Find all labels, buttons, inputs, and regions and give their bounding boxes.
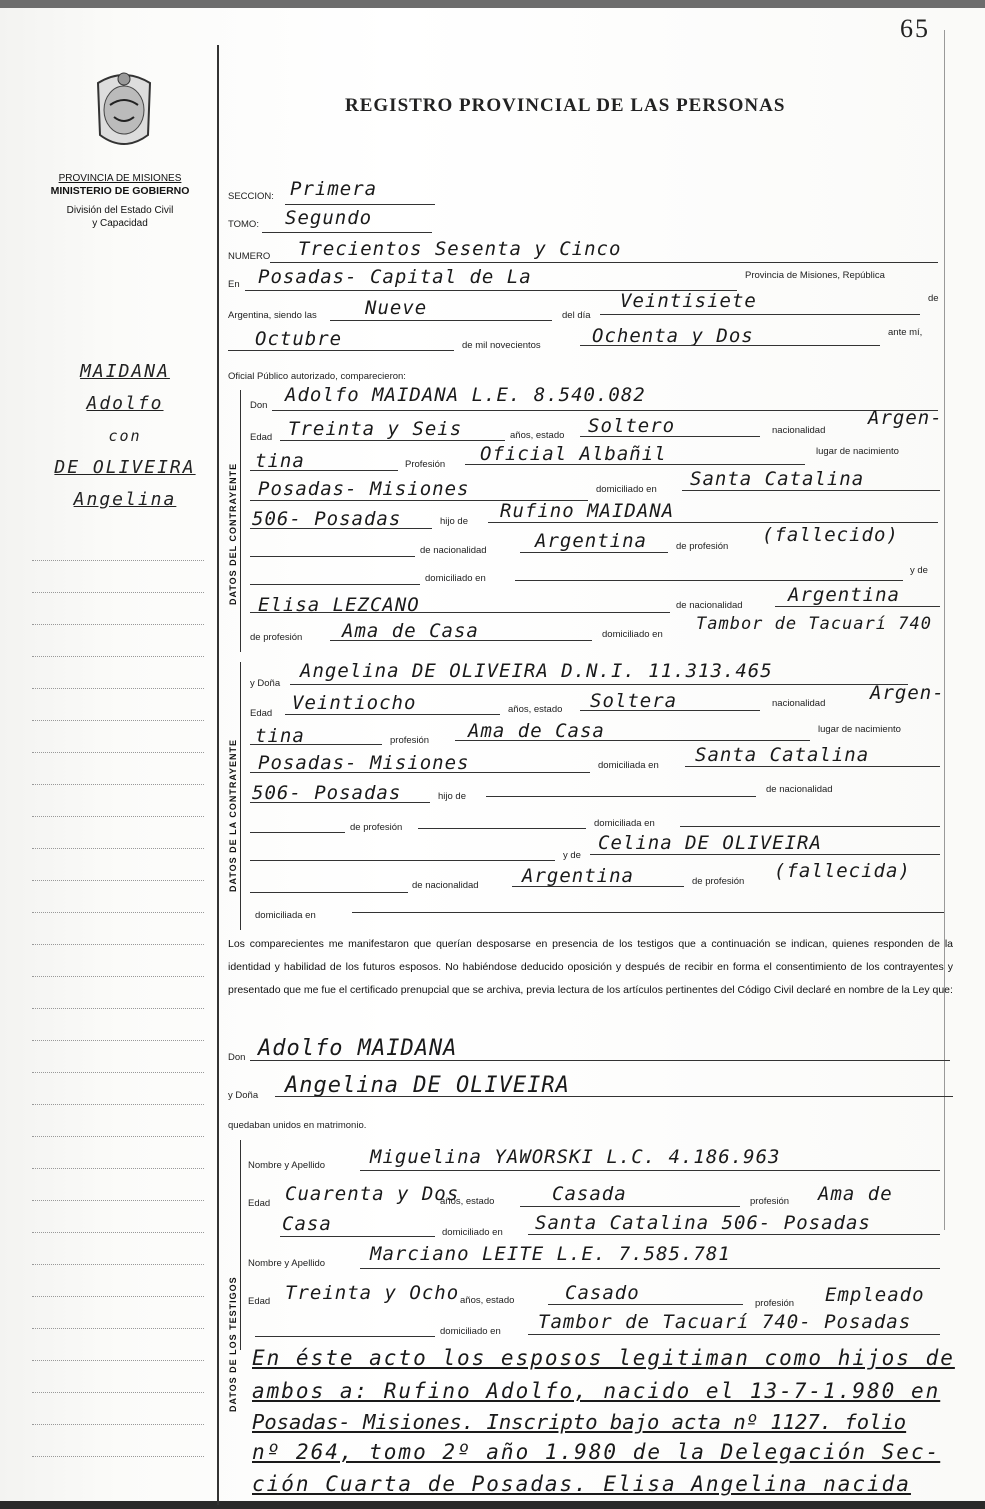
field-line [512,886,684,887]
field-line [275,1096,953,1097]
decl-groom: Adolfo MAIDANA [258,1036,458,1061]
field-line [250,470,398,471]
bride-address: Santa Catalina [695,744,870,766]
bride-name: Angelina DE OLIVEIRA D.N.I. 11.313.465 [300,660,773,682]
witness2-profession: Empleado [825,1284,925,1306]
right-rule [944,30,945,1230]
ministry-name: MINISTERIO DE GOBIERNO [50,185,190,197]
field-line [330,640,592,641]
bride-fprof-label: de profesión [350,822,403,833]
numero-value: Trecientos Sesenta y Cinco [298,238,622,260]
margin-dotted-line [32,1232,204,1233]
hora-value: Nueve [365,297,428,319]
margin-dotted-line [32,1296,204,1297]
dia-value: Veintisiete [620,290,757,312]
margin-firstname-bride: Angelina [73,489,177,510]
quedaban-label: quedaban unidos en matrimonio. [228,1120,367,1131]
estado-label: años, estado [510,430,565,441]
mother-prof-label: de profesión [250,632,303,643]
field-line [580,710,760,711]
margin-dotted-line [32,1040,204,1041]
w2-prof-label: profesión [755,1298,795,1309]
bride-y-de-label: y de [563,850,581,861]
nacionalidad-label: nacionalidad [772,425,826,436]
field-line [580,436,760,437]
margin-dotted-line [32,1008,204,1009]
witness-section-label: DATOS DE LOS TESTIGOS [228,1276,238,1412]
margin-dotted-line [32,1360,204,1361]
field-line [280,1236,435,1237]
field-line [352,912,944,913]
field-line [250,744,382,745]
groom-box-rule [240,390,241,652]
scan-bottom-edge [0,1501,985,1509]
de-label: de [928,293,939,304]
groom-marital: Soltero [588,415,676,437]
decl-bride: Angelina DE OLIVEIRA [285,1073,570,1098]
field-line [580,345,880,346]
ante-mi-label: ante mí, [888,327,923,338]
declaration-paragraph: Los comparecientes me manifestaron que querían desposarse en presencia de los testigos que a continuación se indican, quienes responden de la identidad y habilidad de los futuros esposos. No habiéndose deducido oposición y después de recibir en forma el consentimiento de los contrayentes y presentado que me fue el certificado prenupcial que se archiva, previa lectura de los artículos pertinentes del Código Civil declaré en nombre de la Ley que: [228,938,953,996]
oficial-label: Oficial Público autorizado, comparecieron: [228,371,406,382]
field-line [465,464,805,465]
bride-hija-label: hijo de [438,791,466,802]
bride-dom-label: domiciliada en [598,760,659,771]
margin-dotted-line [32,1328,204,1329]
bride-nationality-cont: tina [255,725,305,747]
witness-box-rule [240,1140,241,1350]
field-line [250,528,432,529]
bride-mother-nationality: Argentina [522,865,634,887]
seccion-label: SECCION: [228,191,274,202]
hora-label: Argentina, siendo las [228,310,317,321]
margin-dotted-line [32,912,204,913]
don-label: Don [250,400,268,411]
margin-rule [217,45,219,1505]
issuer-block [30,172,210,230]
groom-address-cont: 506- Posadas [252,508,402,530]
field-line [290,684,908,685]
w1-estado-label: años, estado [440,1196,495,1207]
groom-name: Adolfo MAIDANA L.E. 8.540.082 [285,384,646,406]
provincia-label: Provincia de Misiones, República [745,270,885,281]
margin-dotted-line [32,1456,204,1457]
margin-surname-bride: DE OLIVEIRA [54,457,196,478]
bride-marital: Soltera [590,690,678,712]
field-line [255,1336,435,1337]
margin-dotted-line [32,1136,204,1137]
decl-dona-label: y Doña [228,1090,259,1101]
witness1-profession: Ama de [818,1183,893,1205]
groom-age: Treinta y Seis [288,418,463,440]
field-line [250,860,555,861]
field-line [590,854,940,855]
bride-edad-label: Edad [250,708,273,719]
annotation-line-2: ambos a: Rufino Adolfo, nacido el 13-7-1.980 en [252,1379,941,1403]
field-line [682,490,940,491]
bride-estado-label: años, estado [508,704,563,715]
groom-mother-address: Tambor de Tacuarí 740 [696,614,932,634]
field-line [685,766,940,767]
field-line [528,1234,940,1235]
provincial-seal-icon [88,65,160,155]
witness1-marital: Casada [552,1183,627,1205]
bride-age: Veintiocho [292,692,417,714]
annotation-line-3: Posadas- Misiones. Inscripto bajo acta nº 1127. folio [252,1410,907,1434]
field-line [262,232,432,233]
witness1-name: Miguelina YAWORSKI L.C. 4.186.963 [370,1146,781,1168]
annotation-line-4: nº 264, tomo 2º año 1.980 de la Delegación Sec- [252,1440,941,1464]
field-line [520,552,668,553]
groom-profession: Oficial Albañil [480,443,667,465]
field-line [250,556,415,557]
witness2-marital: Casado [565,1282,640,1304]
margin-con: con [108,427,142,445]
w1-edad-label: Edad [248,1198,271,1209]
margin-dotted-line [32,1168,204,1169]
w1-prof-label: profesión [750,1196,790,1207]
dona-label: y Doña [250,678,281,689]
field-line [360,1268,940,1269]
lugar-value: Posadas- Capital de La [258,266,532,288]
bride-fnac-label: de nacionalidad [766,784,833,795]
mother-dom-label: domiciliado en [602,629,663,640]
witness2-name: Marciano LEITE L.E. 7.585.781 [370,1243,731,1265]
bride-profesion-label: profesión [390,735,430,746]
groom-birthplace: Posadas- Misiones [258,478,470,500]
decl-don-label: Don [228,1052,246,1063]
groom-mother-nationality: Argentina [788,584,900,606]
w2-dom-label: domiciliado en [440,1326,501,1337]
document-title: REGISTRO PROVINCIAL DE LAS PERSONAS [345,95,786,116]
w2-name-label: Nombre y Apellido [248,1258,326,1269]
groom-section-label: DATOS DEL CONTRAYENTE [228,462,238,605]
bride-birthplace: Posadas- Misiones [258,752,470,774]
w1-name-label: Nombre y Apellido [248,1160,326,1171]
margin-dotted-line [32,560,204,561]
bride-nationality: Argen- [870,682,945,704]
tomo-label: TOMO: [228,219,259,230]
margin-dotted-line [32,944,204,945]
margin-dotted-line [32,1392,204,1393]
field-line [285,204,435,205]
field-line [455,740,810,741]
mes-value: Octubre [255,328,343,350]
field-line [360,1170,940,1171]
bride-section-label: DATOS DE LA CONTRAYENTE [228,738,238,892]
en-label: En [228,279,240,290]
y-de-label: y de [910,565,928,576]
hijo-label: hijo de [440,516,468,527]
margin-dotted-line [32,656,204,657]
lugar-nac-label: lugar de nacimiento [816,446,899,457]
margin-annotation [30,356,220,516]
witness2-address: Tambor de Tacuarí 740- Posadas [538,1311,912,1333]
field-line [528,1334,940,1335]
groom-father-nationality: Argentina [535,530,647,552]
seccion-value: Primera [290,178,378,200]
witness1-profession-cont: Casa [282,1213,332,1235]
w1-dom-label: domiciliado en [442,1227,503,1238]
scan-top-edge [0,0,985,8]
bride-profession: Ama de Casa [468,720,605,742]
margin-dotted-line [32,1072,204,1073]
field-line [488,522,938,523]
field-line [250,802,430,803]
annotation-line-1: En éste acto los esposos legitiman como hijos de [252,1346,955,1370]
margin-dotted-line [32,848,204,849]
groom-address: Santa Catalina [690,468,865,490]
field-line [285,714,500,715]
field-line [680,826,940,827]
groom-father-profession: (fallecido) [762,524,899,546]
field-line [250,832,345,833]
dia-label: del día [562,310,591,321]
bride-mnac-label: de nacionalidad [412,880,479,891]
groom-mother: Elisa LEZCANO [258,594,420,616]
mil-label: de mil novecientos [462,340,541,351]
field-line [250,892,408,893]
bride-box-rule [240,662,241,930]
w2-estado-label: años, estado [460,1295,515,1306]
bride-mother: Celina DE OLIVEIRA [598,832,822,854]
margin-surname-groom: MAIDANA [80,361,170,382]
division-line-1: División del Estado Civil [66,205,174,216]
field-line [228,350,454,351]
groom-mother-profession: Ama de Casa [342,620,479,642]
field-line [280,440,505,441]
bride-mother-profession: (fallecida) [774,860,911,882]
field-line [486,796,756,797]
groom-nationality: Argen- [868,407,943,429]
margin-dotted-line [32,624,204,625]
field-line [775,606,940,607]
margin-firstname-groom: Adolfo [86,393,164,414]
field-line [520,1206,740,1207]
father-prof-label: de profesión [676,541,729,552]
bride-lugar-label: lugar de nacimiento [818,724,901,735]
margin-dotted-line [32,816,204,817]
bride-mdom-label: domiciliada en [255,910,316,921]
edad-label: Edad [250,432,273,443]
witness1-address: Santa Catalina 506- Posadas [535,1212,871,1234]
bride-fdom-label: domiciliada en [594,818,655,829]
margin-dotted-line [32,1200,204,1201]
groom-nationality-cont: tina [255,450,305,472]
bride-mprof-label: de profesión [692,876,745,887]
margin-dotted-line [32,1104,204,1105]
bride-nacionalidad-label: nacionalidad [772,698,826,709]
w2-edad-label: Edad [248,1296,271,1307]
field-line [270,262,938,263]
field-line [515,580,903,581]
field-line [600,314,920,315]
tomo-value: Segundo [285,207,373,229]
margin-dotted-line [32,720,204,721]
numero-label: NUMERO [228,251,271,262]
field-line [250,772,590,773]
margin-dotted-line [32,784,204,785]
margin-dotted-line [32,880,204,881]
field-line [330,320,552,321]
province-name: PROVINCIA DE MISIONES [58,173,182,184]
witness2-age: Treinta y Ocho [285,1282,460,1304]
annotation-line-5: ción Cuarta de Posadas. Elisa Angelina nacida [252,1472,911,1496]
field-line [250,612,670,613]
field-line [250,1060,950,1061]
father-dom-label: domiciliado en [425,573,486,584]
margin-dotted-line [32,1424,204,1425]
anio-value: Ochenta y Dos [592,325,754,347]
domiciliado-label: domiciliado en [596,484,657,495]
mother-nac-label: de nacionalidad [676,600,743,611]
margin-dotted-line [32,976,204,977]
groom-father: Rufino MAIDANA [500,500,675,522]
field-line [272,410,938,411]
margin-dotted-line [32,752,204,753]
margin-dotted-line [32,1264,204,1265]
division-line-2: y Capacidad [92,218,148,229]
witness1-age: Cuarenta y Dos [285,1183,460,1205]
father-nac-label: de nacionalidad [420,545,487,556]
field-line [418,828,586,829]
bride-address-cont: 506- Posadas [252,782,402,804]
page-number: 65 [900,14,930,43]
field-line [548,1304,743,1305]
margin-dotted-line [32,688,204,689]
profesion-label: Profesión [405,459,446,470]
margin-dotted-line [32,592,204,593]
field-line [250,584,420,585]
